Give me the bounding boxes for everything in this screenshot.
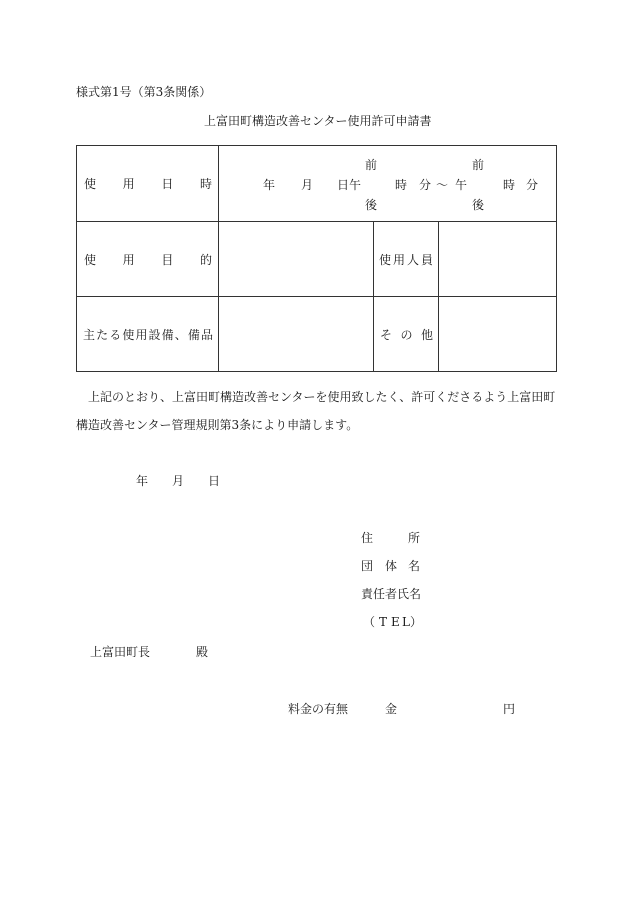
main-equipment-label <box>77 297 219 372</box>
ampm-bot-1: 後 <box>365 198 378 212</box>
year-unit: 年 <box>263 178 276 192</box>
label-char: そ <box>380 327 393 342</box>
minute-unit-2: 分 <box>526 178 539 192</box>
label-char: 日 <box>161 177 174 191</box>
group-label-1: 団 <box>361 559 374 573</box>
hour-unit: 時 <box>395 178 408 192</box>
ampm-top-2: 前 <box>472 158 485 172</box>
headcount-field[interactable] <box>439 222 557 297</box>
date-day[interactable]: 日 <box>208 474 221 488</box>
day-unit: 日午 <box>337 178 362 192</box>
usage-datetime-field[interactable] <box>219 146 557 222</box>
tel-close: ） <box>410 615 423 629</box>
body-line-2: 構造改善センター管理規則第3条により申請します。 <box>76 418 359 432</box>
tel-open: （ <box>363 615 376 629</box>
range-tilde: ～ <box>436 178 449 192</box>
fee-yen: 円 <box>503 702 516 716</box>
other-field[interactable] <box>439 297 557 372</box>
label-char: 用 <box>122 252 135 267</box>
hour-unit-2: 時 <box>503 178 516 192</box>
label-char: 的 <box>199 252 212 267</box>
label-char: 用 <box>392 252 405 267</box>
table-row <box>77 222 557 297</box>
label-char: 使 <box>84 177 97 191</box>
main-equipment-field[interactable] <box>219 297 374 372</box>
tel-l: L <box>402 615 410 629</box>
page-title: 上富田町構造改善センター使用許可申請書 <box>204 114 432 128</box>
fee-label: 料金の有無 <box>288 702 349 716</box>
label-char: 、 <box>174 327 187 342</box>
label-char: 主 <box>83 327 96 342</box>
label-char: 備 <box>161 327 174 342</box>
label-char: 目 <box>161 252 174 267</box>
label-char: 使 <box>122 327 135 342</box>
usage-purpose-label <box>77 222 219 297</box>
label-char: 品 <box>200 327 213 342</box>
label-char: 人 <box>406 252 419 267</box>
address-label-1: 住 <box>361 531 374 545</box>
table-row <box>77 146 557 222</box>
tel-e: E <box>391 615 400 629</box>
label-char: 使 <box>84 252 97 267</box>
table-row <box>77 297 557 372</box>
label-char: 使 <box>379 252 392 267</box>
minute-unit: 分 <box>419 178 432 192</box>
addressee-honorific: 殿 <box>196 645 209 659</box>
label-char: の <box>400 327 413 342</box>
form-number: 様式第1号（第3条関係） <box>76 85 212 99</box>
ampm-top-1: 前 <box>365 158 378 172</box>
tel-t: T <box>379 615 388 629</box>
address-label-2: 所 <box>408 531 421 545</box>
body-line-1: 上記のとおり、上富田町構造改善センターを使用致したく、許可くださるよう上富田町 <box>88 390 556 404</box>
fee-amount-prefix: 金 <box>385 702 398 716</box>
label-char: 他 <box>420 327 433 342</box>
label-char: 用 <box>122 177 135 191</box>
label-char: 時 <box>199 177 212 191</box>
date-month[interactable]: 月 <box>172 474 185 488</box>
label-char: た <box>96 327 109 342</box>
month-unit: 月 <box>301 178 314 192</box>
group-label-3: 名 <box>408 559 421 573</box>
responsible-name-label: 責任者氏名 <box>361 587 422 601</box>
label-char: る <box>109 327 122 342</box>
usage-datetime-label <box>77 146 219 222</box>
addressee-mayor: 上富田町長 <box>90 645 151 659</box>
group-label-2: 体 <box>385 559 398 573</box>
label-char: 設 <box>148 327 161 342</box>
date-year[interactable]: 年 <box>136 474 149 488</box>
other-label <box>374 297 439 372</box>
ampm-bot-2: 後 <box>472 198 485 212</box>
headcount-label <box>374 222 439 297</box>
ampm-mid-2: 午 <box>455 178 468 192</box>
application-table <box>76 145 557 372</box>
label-char: 用 <box>135 327 148 342</box>
label-char: 員 <box>420 252 433 267</box>
usage-purpose-field[interactable] <box>219 222 374 297</box>
label-char: 備 <box>187 327 200 342</box>
